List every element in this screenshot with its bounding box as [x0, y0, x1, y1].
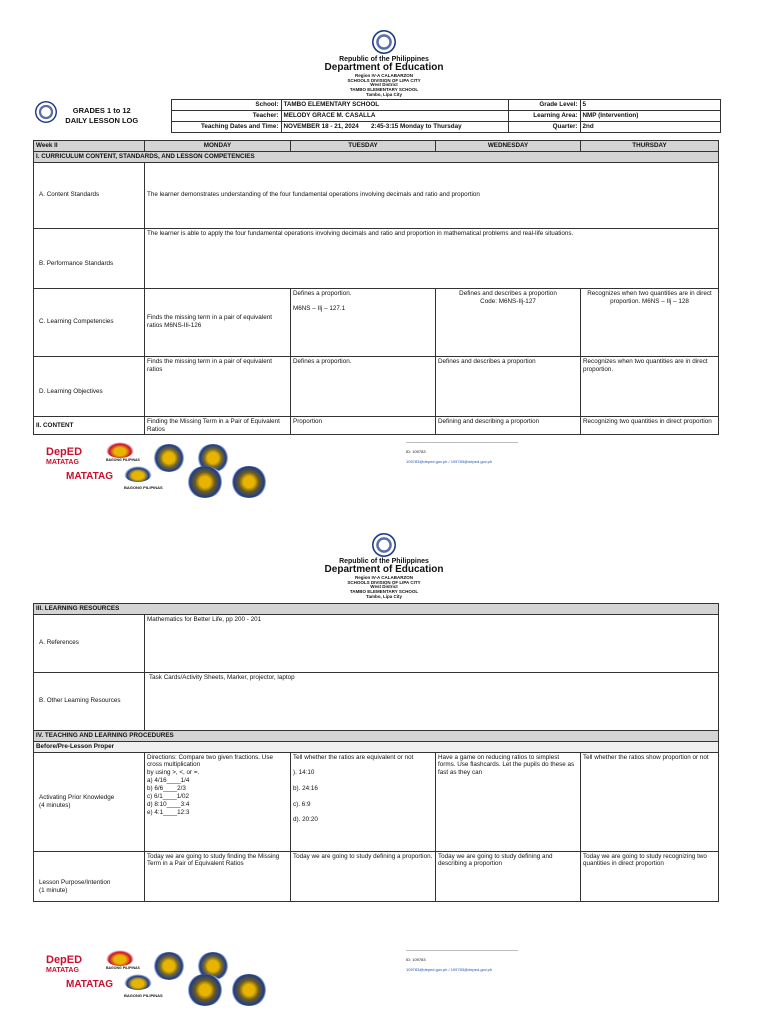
- content-cell: Recognizing two quantities in direct proportion: [581, 416, 719, 435]
- republic-line: Republic of the Philippines: [339, 558, 429, 565]
- header-line: SCHOOLS DIVISION OF LIPA CITY: [347, 77, 421, 83]
- competency-cell: Defines a proportion. M6NS – IIj – 127.1: [291, 288, 436, 356]
- deped-logo: DepED: [46, 446, 83, 458]
- purpose-cell: Today we are going to study defining and describing a proportion: [436, 851, 581, 901]
- teacher-label: Teacher:: [171, 110, 281, 121]
- competency-cell: Defines and describes a proportion Code: M6NS-IIj-127: [436, 288, 581, 356]
- matatag-small: MATATAG: [46, 967, 79, 974]
- row-label: II. CONTENT: [34, 416, 145, 435]
- teacher-value: MELODY GRACE M. CASALLA: [281, 110, 508, 121]
- dates-text: NOVEMBER 18 - 21, 2024: [283, 122, 359, 130]
- division-seal-icon: [152, 444, 186, 472]
- content-cell: Defining and describing a proportion: [436, 416, 581, 435]
- matatag-small: MATATAG: [46, 459, 79, 466]
- row-label: C. Learning Competencies: [34, 288, 145, 356]
- footer-divider: [406, 442, 518, 443]
- day-header: TUESDAY: [291, 141, 436, 152]
- deped-seal-icon: [372, 30, 396, 54]
- footer-divider: [406, 950, 518, 951]
- day-header: MONDAY: [145, 141, 291, 152]
- references: Mathematics for Better Life, pp 200 - 201: [145, 614, 719, 672]
- bagong-text: BAGONG PILIPINAS: [124, 993, 163, 998]
- objective-cell: Defines and describes a proportion: [436, 356, 581, 416]
- apk-cell: Tell whether the ratios are equivalent or not ). 14:10 b). 24:16 c). 6:9 d). 20:20: [291, 752, 436, 851]
- grade-value: 5: [580, 100, 720, 111]
- row-label: Lesson Purpose/Intention (1 minute): [34, 851, 145, 901]
- deped-logo: DepED: [46, 954, 83, 966]
- header-line: Region IV-A CALABARZON: [354, 574, 414, 580]
- footer-email[interactable]: 109783@deped.gov.ph / 109783@deped.gov.ph: [406, 967, 493, 972]
- performance-standards: The learner is able to apply the four fundamental operations involving decimals and ratio and proportion in mathematical problems and real-life situations.: [145, 228, 719, 288]
- matatag-logo: MATATAG: [66, 979, 114, 990]
- header-line: SCHOOLS DIVISION OF LIPA CITY: [347, 579, 421, 585]
- dates-value: [281, 121, 508, 132]
- lesson-table-1: [33, 140, 719, 435]
- competency-cell: Recognizes when two quantities are in direct proportion. M6NS – IIj – 128: [581, 288, 719, 356]
- footer-email[interactable]: 109783@deped.gov.ph / 109783@deped.gov.ph: [406, 459, 493, 464]
- day-header: WEDNESDAY: [436, 141, 581, 152]
- lesson-table-2: [33, 603, 719, 902]
- school-seal-icon: [35, 101, 57, 123]
- division-seal-icon: [152, 952, 186, 980]
- header-line: West District: [370, 584, 398, 590]
- quarter-label: Quarter:: [508, 121, 580, 132]
- competency-cell: Finds the missing term in a pair of equivalent ratios M6NS-IIi-126: [145, 288, 291, 356]
- other-resources: Task Cards/Activity Sheets, Marker, projector, laptop: [145, 672, 719, 730]
- bagong-small: BAGONG PILIPINAS: [106, 966, 140, 970]
- school-value: TAMBO ELEMENTARY SCHOOL: [281, 100, 508, 111]
- apk-cell: Tell whether the ratios show proportion or not: [581, 752, 719, 851]
- row-label: D. Learning Objectives: [34, 356, 145, 416]
- row-label: B. Other Learning Resources: [34, 672, 145, 730]
- objective-cell: Recognizes when two quantities are in direct proportion.: [581, 356, 719, 416]
- dates-label: Teaching Dates and Time:: [171, 121, 281, 132]
- footer-id: ID: 109783: [406, 957, 426, 962]
- bagong-small: BAGONG PILIPINAS: [106, 458, 140, 462]
- school-seal-icon: [186, 466, 224, 498]
- section-heading: IV. TEACHING AND LEARNING PROCEDURES: [34, 730, 719, 741]
- header-line: Tambo, Lipa City: [366, 593, 402, 599]
- area-label: Learning Area:: [508, 110, 580, 121]
- school-seal-icon: [186, 974, 224, 1006]
- header-line: TAMBO ELEMENTARY SCHOOL: [349, 589, 419, 594]
- purpose-cell: Today we are going to study finding the Missing Term in a Pair of Equivalent Ratios: [145, 851, 291, 901]
- purpose-cell: Today we are going to study defining a proportion.: [291, 851, 436, 901]
- deped-seal-icon: [372, 533, 396, 557]
- header-line: West District: [370, 82, 398, 88]
- time-text: 2:45-3:15 Monday to Thursday: [371, 122, 462, 130]
- content-cell: Proportion: [291, 416, 436, 435]
- grades-text: GRADES 1 to 12: [72, 106, 131, 116]
- content-standards: The learner demonstrates understanding of the four fundamental operations involving decimals and ratio and proportion: [145, 162, 719, 228]
- school-label: School:: [171, 100, 281, 111]
- bagong-pilipinas-icon: [124, 974, 152, 990]
- row-label: Activating Prior Knowledge (4 minutes): [34, 752, 145, 851]
- header-line: TAMBO ELEMENTARY SCHOOL: [349, 87, 419, 92]
- bagong-text: BAGONG PILIPINAS: [124, 485, 163, 490]
- week-cell: Week II: [34, 141, 145, 152]
- apk-cell: Have a game on reducing ratios to simplest forms. Use flashcards. Let the pupils do these as fast as they can: [436, 752, 581, 851]
- day-header: THURSDAY: [581, 141, 719, 152]
- bagong-pilipinas-icon: [106, 442, 134, 458]
- department-line: Department of Education: [324, 62, 444, 74]
- info-table: [33, 99, 721, 133]
- header-line: Region IV-A CALABARZON: [354, 72, 414, 78]
- quarter-value: 2nd: [580, 121, 720, 132]
- header-line: Tambo, Lipa City: [366, 91, 402, 97]
- subsection-heading: Before/Pre-Lesson Proper: [34, 741, 719, 752]
- objective-cell: Defines a proportion.: [291, 356, 436, 416]
- section-heading: III. LEARNING RESOURCES: [34, 604, 719, 615]
- page-header: [0, 558, 768, 599]
- row-label: A. Content Standards: [34, 162, 145, 228]
- section-heading: I. CURRICULUM CONTENT, STANDARDS, AND LESSON COMPETENCIES: [34, 151, 719, 162]
- page-header: [0, 56, 768, 97]
- school-seal-icon: [230, 466, 268, 498]
- row-label: B. Performance Standards: [34, 228, 145, 288]
- bagong-pilipinas-icon: [106, 950, 134, 966]
- page-footer: [44, 950, 764, 1006]
- content-cell: Finding the Missing Term in a Pair of Equivalent Ratios: [145, 416, 291, 435]
- log-text: DAILY LESSON LOG: [65, 115, 139, 125]
- apk-cell: Directions: Compare two given fractions. Use cross multiplication by using >, <, or =. a) 4/16____1/4 b) 6/6____2/3 c) 6/1____1/02 d) 8:10____3:4 e) 4:1____12:3: [145, 752, 291, 851]
- purpose-cell: Today we are going to study recognizing two quantities in direct proportion: [581, 851, 719, 901]
- grade-label: Grade Level:: [508, 100, 580, 111]
- area-value: NMP (Intervention): [580, 110, 720, 121]
- matatag-logo: MATATAG: [66, 471, 114, 482]
- republic-line: Republic of the Philippines: [339, 56, 429, 63]
- footer-id: ID: 109783: [406, 449, 426, 454]
- school-seal-icon: [230, 974, 268, 1006]
- page-footer: [44, 442, 764, 498]
- department-line: Department of Education: [324, 564, 444, 576]
- row-label: A. References: [34, 614, 145, 672]
- objective-cell: Finds the missing term in a pair of equivalent ratios: [145, 356, 291, 416]
- bagong-pilipinas-icon: [124, 466, 152, 482]
